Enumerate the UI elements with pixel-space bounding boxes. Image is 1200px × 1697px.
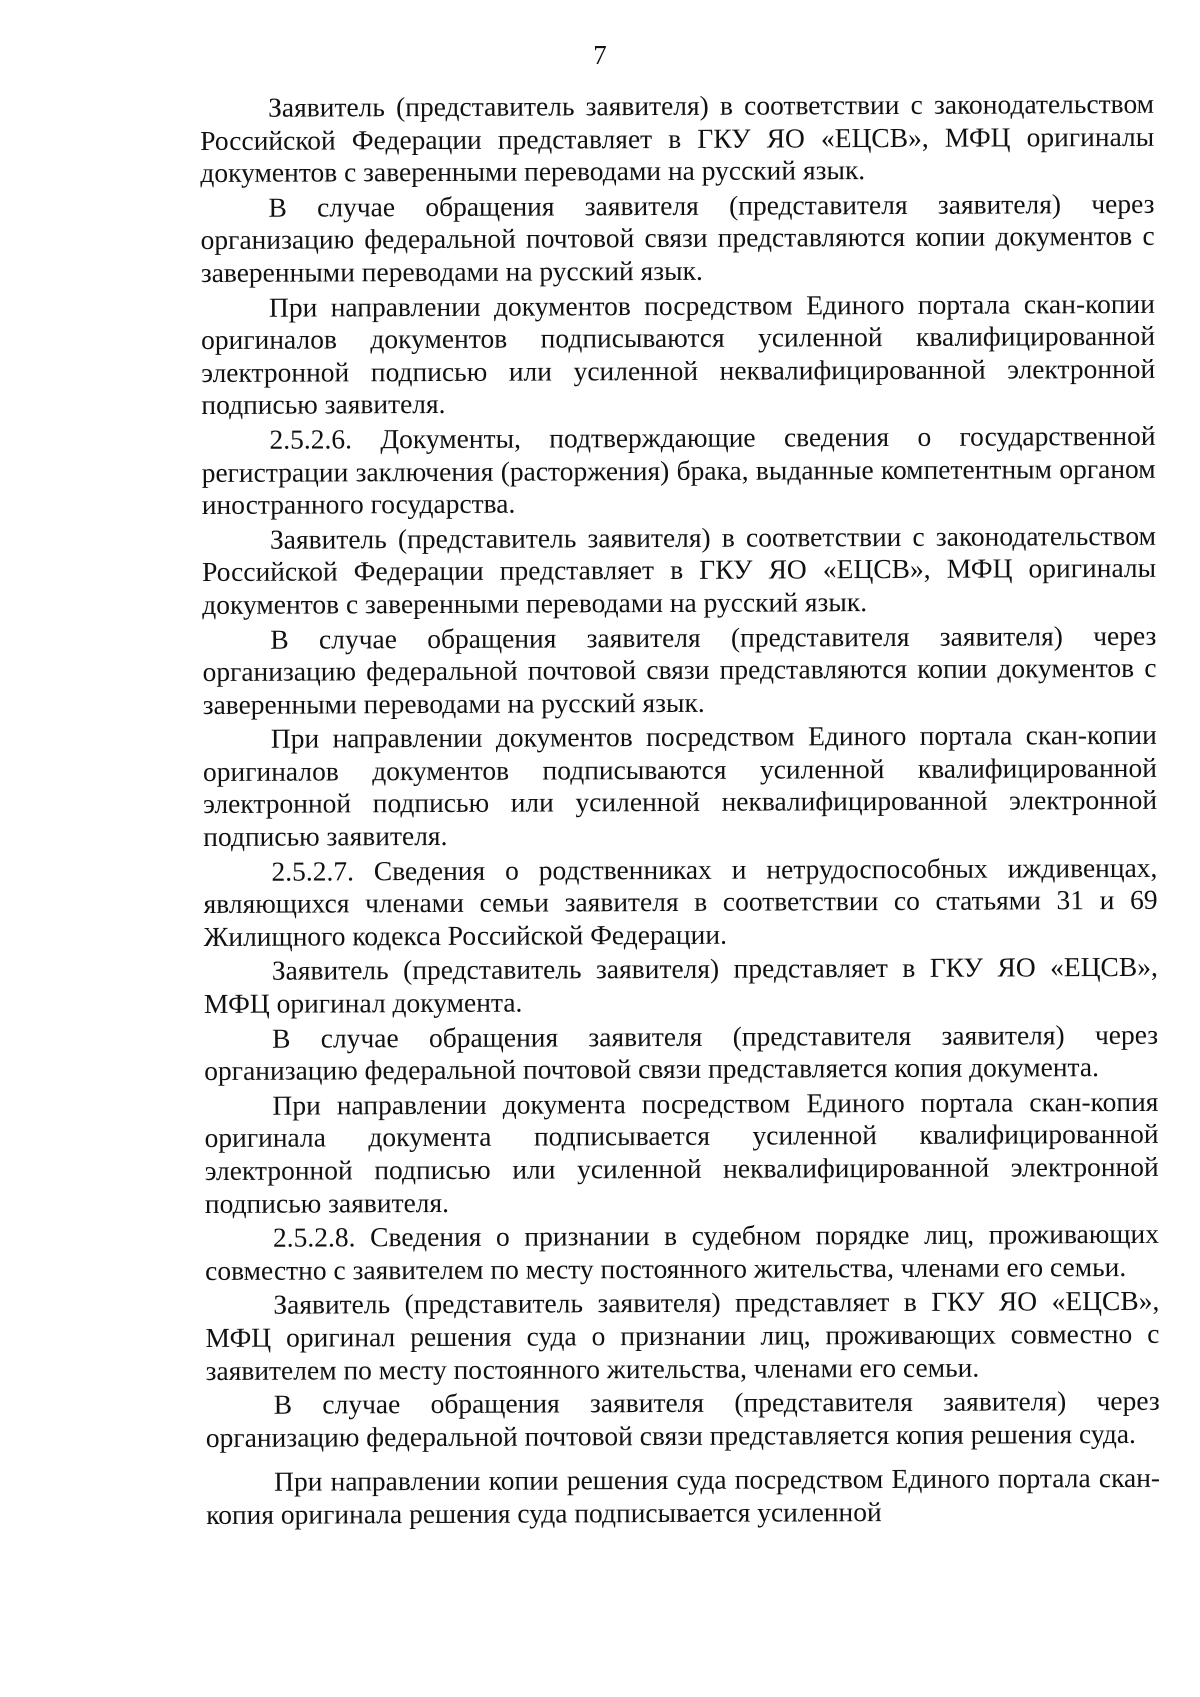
paragraph: В случае обращения заявителя (представителя заявителя) через организацию федеральной почтовой связи представляются копии документов с заверенными переводами на русский язык. bbox=[200, 187, 1155, 288]
document-body bbox=[200, 88, 1160, 1534]
paragraph: При направлении документа посредством Единого портала скан-копия оригинала документа подписывается усиленной квалифицированной электронной подписью или усиленной неквалифицированной электронной подписью заявителя. bbox=[204, 1085, 1159, 1219]
paragraph: В случае обращения заявителя (представителя заявителя) через организацию федеральной почтовой связи представляется копия решения суда. bbox=[205, 1384, 1160, 1453]
page-number: 7 bbox=[593, 40, 607, 70]
section-heading-2-5-2-8: 2.5.2.8. Сведения о признании в судебном порядке лиц, проживающих совместно с заявителем по месту постоянного жительства, членами его семьи. bbox=[205, 1218, 1160, 1286]
paragraph: В случае обращения заявителя (представителя заявителя) через организацию федеральной почтовой связи представляется копия документа. bbox=[204, 1018, 1159, 1087]
paragraph: Заявитель (представитель заявителя) в соответствии с законодательством Российской Федерации представляет в ГКУ ЯО «ЕЦСВ», МФЦ оригиналы документов с заверенными переводами на русский язык. bbox=[200, 87, 1155, 189]
paragraph: При направлении копии решения суда посредством Единого портала скан-копия оригинала решения суда подписывается усиленной bbox=[206, 1462, 1161, 1530]
paragraph: Заявитель (представитель заявителя) в соответствии с законодательством Российской Федерации представляет в ГКУ ЯО «ЕЦСВ», МФЦ оригиналы документов с заверенными переводами на русский язык. bbox=[202, 519, 1157, 620]
paragraph: В случае обращения заявителя (представителя заявителя) через организацию федеральной почтовой связи представляются копии документов с заверенными переводами на русский язык. bbox=[202, 619, 1157, 720]
paragraph: При направлении документов посредством Единого портала скан-копии оригиналов документов подписываются усиленной квалифицированной электронной подписью или усиленной неквалифицированной электронной подписью заявителя. bbox=[202, 719, 1158, 853]
section-heading-2-5-2-6: 2.5.2.6. Документы, подтверждающие сведения о государственной регистрации заключения (расторжения) брака, выданные компетентным органом иностранного государства. bbox=[201, 419, 1156, 521]
paragraph: Заявитель (представитель заявителя) представляет в ГКУ ЯО «ЕЦСВ», МФЦ оригинал решения суда о признании лиц, проживающих совместно с заявителем по месту постоянного жительства, членами его семьи. bbox=[205, 1285, 1160, 1386]
paragraph: Заявитель (представитель заявителя) представляет в ГКУ ЯО «ЕЦСВ», МФЦ оригинал документа. bbox=[203, 951, 1158, 1020]
paragraph: При направлении документов посредством Единого портала скан-копии оригиналов документов подписываются усиленной квалифицированной электронной подписью или усиленной неквалифицированной электронной подписью заявителя. bbox=[201, 287, 1156, 421]
section-heading-2-5-2-7: 2.5.2.7. Сведения о родственниках и нетрудоспособных иждивенцах, являющихся членами семьи заявителя в соответствии со статьями 31 и 69 Жилищного кодекса Российской Федерации. bbox=[203, 851, 1158, 952]
